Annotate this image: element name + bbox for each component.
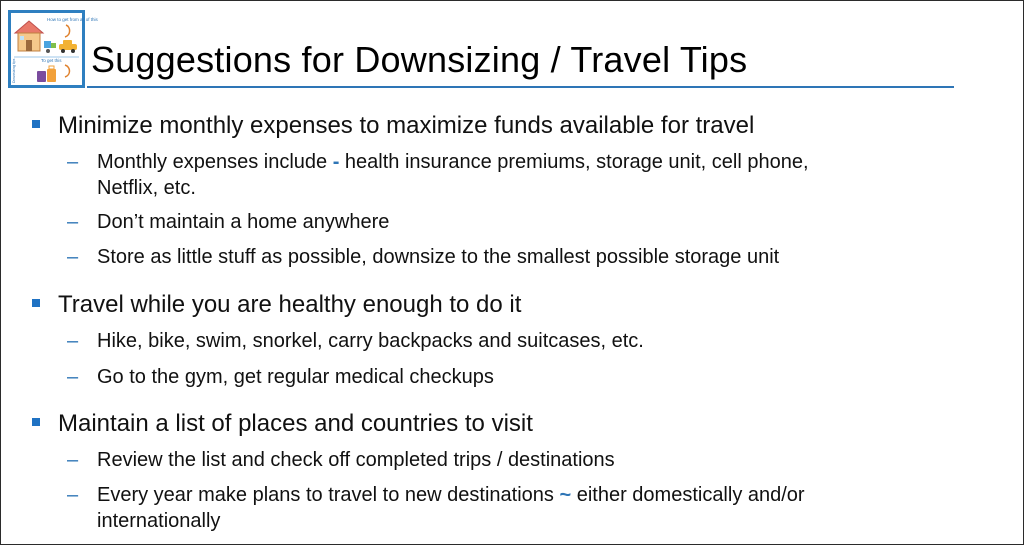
bullet-2-sub-2: Go to the gym, get regular medical checkups bbox=[97, 366, 494, 388]
dash-icon: – bbox=[67, 211, 79, 233]
logo-text-top: How to get from all of this bbox=[47, 17, 98, 22]
bullet-1-sub-1: Monthly expenses include - health insurance premiums, storage unit, cell phone, Netflix, etc. bbox=[97, 151, 809, 199]
bullet-2-sub-1: Hike, bike, swim, snorkel, carry backpacks and suitcases, etc. bbox=[97, 330, 644, 352]
bullet-square-icon bbox=[32, 120, 40, 128]
accent-tilde: ~ bbox=[559, 484, 572, 506]
dash-icon: – bbox=[67, 330, 79, 352]
slide-content bbox=[1, 1, 1023, 544]
dash-icon: – bbox=[67, 151, 79, 173]
bullet-1-text: Minimize monthly expenses to maximize funds available for travel bbox=[58, 112, 755, 139]
bullet-1-sub-3: Store as little stuff as possible, downsize to the smallest possible storage unit bbox=[97, 246, 780, 268]
bullet-3-sub-2: Every year make plans to travel to new destinations ~ either domestically and/or internationally bbox=[97, 484, 805, 532]
bullet-3-text: Maintain a list of places and countries to visit bbox=[58, 410, 533, 437]
dash-icon: – bbox=[67, 484, 79, 506]
accent-dash: - bbox=[332, 151, 340, 173]
dash-icon: – bbox=[67, 449, 79, 471]
bullet-1-sub-2: Don’t maintain a home anywhere bbox=[97, 211, 390, 233]
slide-title: Suggestions for Downsizing / Travel Tips bbox=[91, 39, 748, 80]
bullet-square-icon bbox=[32, 418, 40, 426]
bullet-2-text: Travel while you are healthy enough to do it bbox=[58, 291, 522, 318]
dash-icon: – bbox=[67, 366, 79, 388]
dash-icon: – bbox=[67, 246, 79, 268]
bullet-3-sub-1: Review the list and check off completed trips / destinations bbox=[97, 449, 615, 471]
logo-text-side: Downsizing tips bbox=[12, 58, 16, 83]
bullet-square-icon bbox=[32, 299, 40, 307]
logo-text-bottom: To get this bbox=[41, 58, 62, 63]
